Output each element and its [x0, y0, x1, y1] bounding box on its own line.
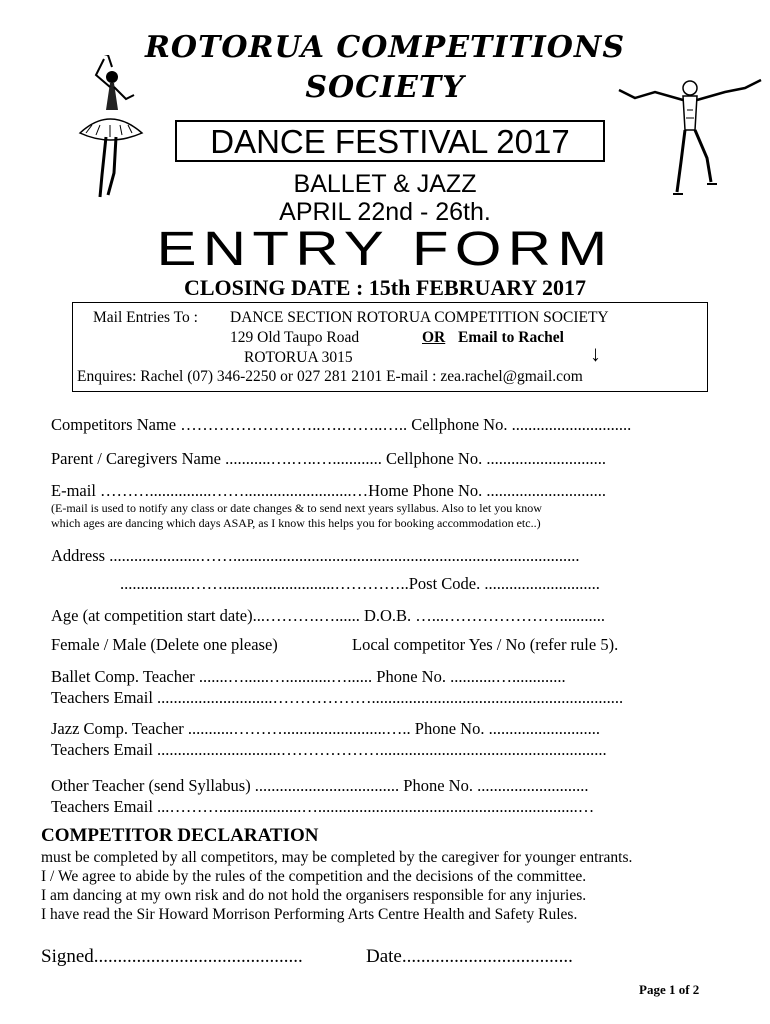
closing-date: CLOSING DATE : 15th FEBRUARY 2017 — [184, 275, 586, 300]
mail-city: ROTORUA 3015 — [244, 349, 353, 366]
mail-or: OR — [422, 329, 446, 346]
entry-form-title: ENTRY FORM — [156, 223, 614, 276]
society-title-line2: SOCIETY — [305, 70, 465, 105]
dates-line: APRIL 22nd - 26th. — [279, 198, 491, 226]
gender-field[interactable]: Female / Male (Delete one please) — [51, 635, 278, 654]
ballet-teacher-field[interactable]: Ballet Comp. Teacher .......…......…...........…...... Phone No. ...........…............. — [51, 667, 566, 686]
jazz-teacher-email-field[interactable]: Teachers Email ..............................………………....................................................... — [51, 740, 607, 759]
address-field[interactable]: Address ......................…….................................................................................... — [51, 546, 580, 565]
signed-field[interactable]: Signed............................................ — [41, 946, 303, 967]
other-teacher-field[interactable]: Other Teacher (send Syllabus) ................................... Phone No. ........................... — [51, 776, 589, 795]
declaration-line4: I have read the Sir Howard Morrison Performing Arts Centre Health and Safety Rules. — [41, 906, 578, 923]
styles-line: BALLET & JAZZ — [293, 170, 477, 198]
parent-name-field[interactable]: Parent / Caregivers Name ...........….…..…............ Cellphone No. ............................. — [51, 449, 606, 468]
mail-info-box — [72, 302, 708, 392]
mail-org: DANCE SECTION ROTORUA COMPETITION SOCIETY — [230, 309, 609, 326]
mail-enquires: Enquires: Rachel (07) 346-2250 or 027 281 2101 E-mail : zea.rachel@gmail.com — [77, 368, 583, 385]
competitor-name-field[interactable]: Competitors Name ……………………..….……..….. Cellphone No. ............................. — [51, 415, 632, 434]
down-arrow-icon: ↓ — [590, 341, 601, 366]
address-postcode-field[interactable]: .................……...........................…………..Post Code. ............................ — [120, 574, 600, 593]
jazz-teacher-field[interactable]: Jazz Comp. Teacher ...........……….........................….. Phone No. ........................... — [51, 719, 600, 738]
declaration-line2: I / We agree to abide by the rules of the competition and the decisions of the committee. — [41, 868, 587, 885]
declaration-line1: must be completed by all competitors, may be completed by the caregiver for younger entrants. — [41, 849, 633, 866]
society-title-line1: ROTORUA COMPETITIONS — [145, 30, 625, 65]
date-field[interactable]: Date.................................... — [366, 946, 573, 967]
local-competitor-field[interactable]: Local competitor Yes / No (refer rule 5). — [352, 635, 619, 654]
email-note-line2: which ages are dancing which days ASAP, as I know this helps you for booking accommodation etc..) — [51, 516, 541, 530]
declaration-heading: COMPETITOR DECLARATION — [41, 825, 319, 846]
mail-street: 129 Old Taupo Road — [230, 329, 360, 346]
page-number: Page 1 of 2 — [639, 982, 700, 997]
declaration-line3: I am dancing at my own risk and do not hold the organisers responsible for any injuries. — [41, 887, 587, 904]
email-field[interactable]: E-mail ………...............……..........................…Home Phone No. ............................. — [51, 481, 607, 500]
email-note-line1: (E-mail is used to notify any class or date changes & to send next years syllabus. Also to let you know — [51, 501, 542, 515]
age-dob-field[interactable]: Age (at competition start date)...……….…...... D.O.B. …...…………………........... — [51, 606, 606, 625]
other-teacher-email-field[interactable]: Teachers Email ...………....................…...............................................................… — [51, 797, 595, 816]
mail-email-to: Email to Rachel — [458, 329, 564, 346]
mail-label: Mail Entries To : — [93, 309, 198, 326]
ballet-teacher-email-field[interactable]: Teachers Email ............................………………............................................................. — [51, 688, 624, 707]
festival-title-box: DANCE FESTIVAL 2017 — [175, 120, 605, 162]
